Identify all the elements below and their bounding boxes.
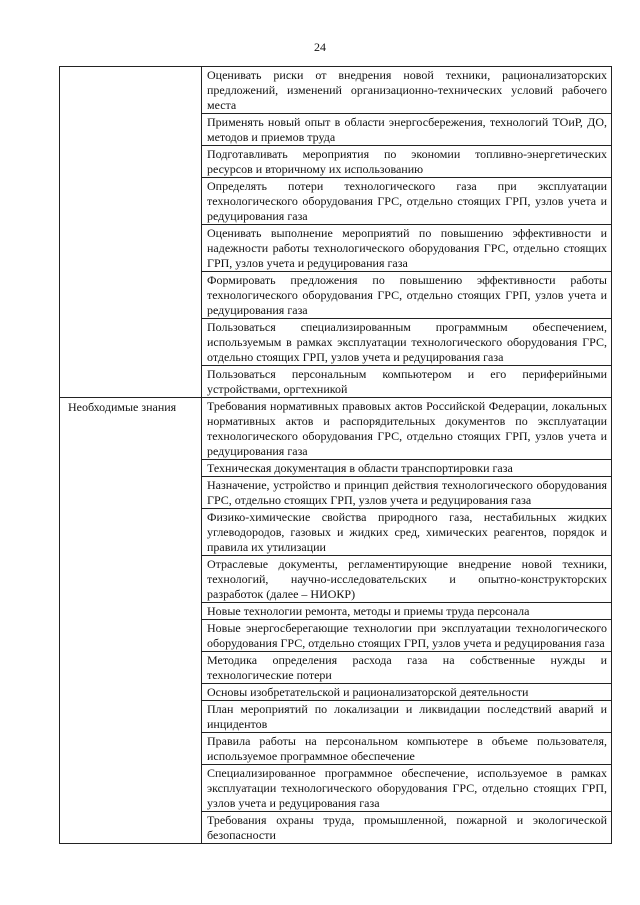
knowledge-item: Методика определения расхода газа на собственные нужды и технологические потери (202, 652, 612, 684)
knowledge-item: Новые технологии ремонта, методы и приемы труда персонала (202, 603, 612, 620)
knowledge-item: Техническая документация в области транспортировки газа (202, 460, 612, 477)
skills-label-cell (60, 67, 202, 398)
skill-item: Оценивать риски от внедрения новой техники, рационализаторских предложений, изменений организационно-технических условий рабочего места (202, 67, 612, 114)
knowledge-item: Основы изобретательской и рационализаторской деятельности (202, 684, 612, 701)
knowledge-item: Назначение, устройство и принцип действия технологического оборудования ГРС, отдельно стоящих ГРП, узлов учета и редуцирования газа (202, 477, 612, 509)
skill-item: Пользоваться специализированным программным обеспечением, используемым в рамках эксплуатации технологического оборудования ГРС, отдельно стоящих ГРП, узлов учета и редуцирования газа (202, 319, 612, 366)
skill-item: Пользоваться персональным компьютером и его периферийными устройствами, оргтехникой (202, 366, 612, 398)
skill-item: Оценивать выполнение мероприятий по повышению эффективности и надежности работы технологического оборудования ГРС, отдельно стоящих ГРП, узлов учета и редуцирования газа (202, 225, 612, 272)
knowledge-item: Новые энергосберегающие технологии при эксплуатации технологического оборудования ГРС, отдельно стоящих ГРП, узлов учета и редуцирования газа (202, 620, 612, 652)
knowledge-label-cell: Необходимые знания (60, 398, 202, 844)
competency-table (59, 66, 612, 844)
knowledge-item: Специализированное программное обеспечение, используемое в рамках эксплуатации технологического оборудования ГРС, отдельно стоящих ГРП, узлов учета и редуцирования газа (202, 765, 612, 812)
skill-item: Применять новый опыт в области энергосбережения, технологий ТОиР, ДО, методов и приемов труда (202, 114, 612, 146)
table-row (60, 398, 612, 460)
knowledge-item: Отраслевые документы, регламентирующие внедрение новой техники, технологий, научно-исследовательских и опытно-конструкторских разработок (далее – НИОКР) (202, 556, 612, 603)
table-row (60, 67, 612, 114)
knowledge-item: Правила работы на персональном компьютере в объеме пользователя, используемое программное обеспечение (202, 733, 612, 765)
skill-item: Определять потери технологического газа при эксплуатации технологического оборудования ГРС, отдельно стоящих ГРП, узлов учета и редуцирования газа (202, 178, 612, 225)
page-number: 24 (314, 40, 326, 54)
knowledge-item: План мероприятий по локализации и ликвидации последствий аварий и инцидентов (202, 701, 612, 733)
knowledge-item: Требования охраны труда, промышленной, пожарной и экологической безопасности (202, 812, 612, 844)
knowledge-item: Физико-химические свойства природного газа, нестабильных жидких углеводородов, газовых и жидких сред, химических реагентов, порядок и правила их утилизации (202, 509, 612, 556)
knowledge-item: Требования нормативных правовых актов Российской Федерации, локальных нормативных актов и распорядительных документов по эксплуатации технологического оборудования ГРС, отдельно стоящих ГРП, узлов учета и редуцирования газа (202, 398, 612, 460)
skill-item: Подготавливать мероприятия по экономии топливно-энергетических ресурсов и вторичному их использованию (202, 146, 612, 178)
skill-item: Формировать предложения по повышению эффективности работы технологического оборудования ГРС, отдельно стоящих ГРП, узлов учета и редуцирования газа (202, 272, 612, 319)
